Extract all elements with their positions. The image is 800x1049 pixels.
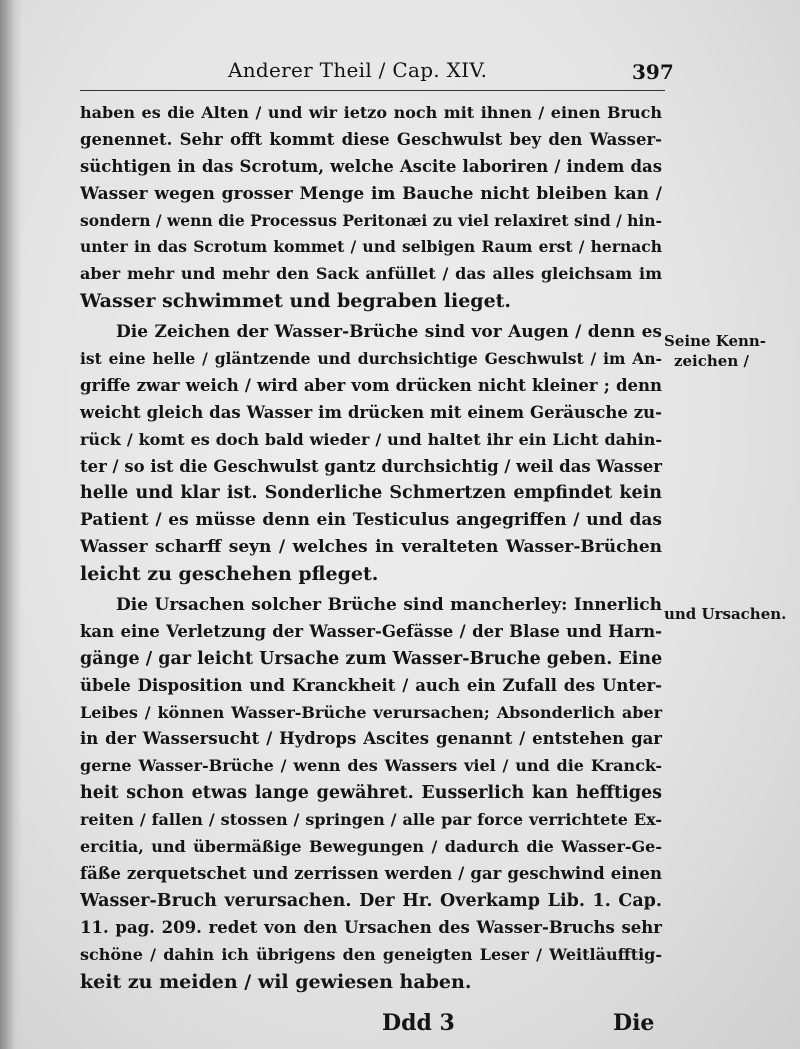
text-line: unter in das Scrotum kommet / und selbigen Raum erst / hernach [80,237,662,257]
text-line: haben es die Alten / und wir ietzo noch mit ihnen / einen Bruch [80,103,662,122]
text-line: leicht zu geschehen pfleget. [80,563,379,586]
text-line: aber mehr und mehr den Sack anfüllet / das alles gleichsam im [80,264,662,284]
text-line: reiten / fallen / stossen / springen / alle par force verrichtete Ex- [80,810,662,830]
margin-note-kennzeichen: Seine Kenn- [664,332,767,350]
margin-note-kennzeichen-continued: zeichen / [674,352,749,370]
text-line: 11. pag. 209. redet von den Ursachen des Wasser-Bruchs sehr [80,917,662,937]
text-line: heit schon etwas lange gewähret. Eusserlich kan hefftiges [80,783,662,804]
signature-mark: Ddd 3 [382,1010,455,1036]
text-line: ist eine helle / gläntzende und durchsichtige Geschwulst / im An- [80,349,662,369]
text-line: Wasser scharff seyn / welches in veralteten Wasser-Brüchen [80,537,662,558]
header-rule [80,90,665,91]
body-text [80,100,662,995]
text-line: weicht gleich das Wasser im drücken mit einem Geräusche zu- [80,402,662,422]
paragraph-start-line: Die Zeichen der Wasser-Brüche sind vor Augen / denn es [116,322,662,343]
text-line: gänge / gar leicht Ursache zum Wasser-Bruche geben. Eine [80,648,663,669]
gutter-shadow [0,0,22,1049]
paragraph-start-line: Die Ursachen solcher Brüche sind mancherley: Innerlich [116,595,662,616]
text-line: schöne / dahin ich übrigens den geneigten Leser / Weitläufftig- [80,944,662,964]
text-line: Wasser wegen grosser Menge im Bauche nicht bleiben kan / [80,183,662,204]
text-line: kan eine Verletzung der Wasser-Gefässe / der Blase und Harn- [80,621,662,641]
text-line: rück / komt es doch bald wieder / und haltet ihr ein Licht dahin- [80,429,662,449]
margin-note-ursachen: und Ursachen. [664,605,787,623]
text-line: ter / so ist die Geschwulst gantz durchsichtig / weil das Wasser [80,456,662,476]
text-line: Wasser schwimmet und begraben lieget. [80,290,512,313]
text-line: helle und klar ist. Sonderliche Schmertzen empfindet kein [80,483,662,504]
page-number: 397 [632,60,674,84]
text-line: Patient / es müsse denn ein Testiculus angegriffen / und das [80,510,662,531]
text-line: griffe zwar weich / wird aber vom drücken nicht kleiner ; denn [80,375,662,395]
running-head: Anderer Theil / Cap. XIV. [228,58,488,82]
catchword: Die [613,1010,655,1036]
text-line: übele Disposition und Kranckheit / auch ein Zufall des Unter- [80,675,662,695]
text-line: Wasser-Bruch verursachen. Der Hr. Overkamp Lib. 1. Cap. [80,890,662,911]
text-line: sondern / wenn die Processus Peritonæi zu viel relaxiret sind / hin- [80,210,662,230]
text-line: Leibes / können Wasser-Brüche verursachen; Absonderlich aber [80,702,662,722]
text-line: in der Wassersucht / Hydrops Ascites genannt / entstehen gar [80,729,662,749]
text-line: gerne Wasser-Brüche / wenn des Wassers viel / und die Kranck- [80,756,662,776]
text-line: keit zu meiden / wil gewiesen haben. [80,970,472,993]
text-line: süchtigen in das Scrotum, welche Ascite laboriren / indem das [80,156,662,176]
text-line: fäße zerquetschet und zerrissen werden / gar geschwind einen [80,863,662,883]
text-line: genennet. Sehr offt kommt diese Geschwulst bey den Wasser- [80,129,662,149]
text-line: ercitia, und übermäßige Bewegungen / dadurch die Wasser-Ge- [80,837,662,857]
